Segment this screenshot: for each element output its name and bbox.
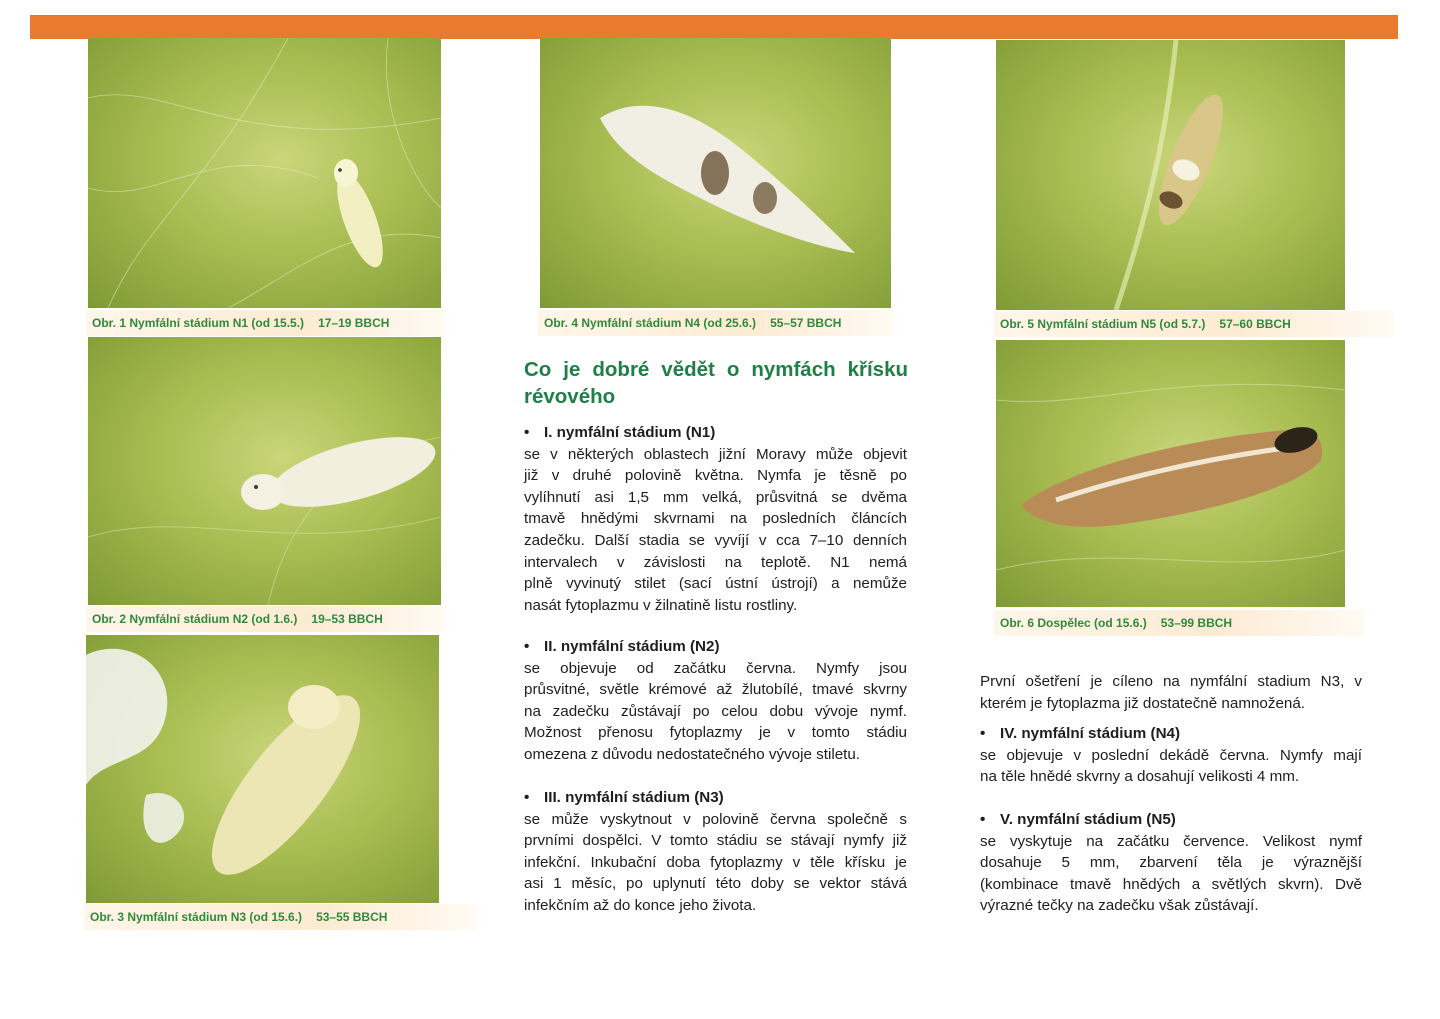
nymph-n1-illustration <box>88 38 441 308</box>
caption-photo-5: Obr. 5 Nymfální stádium N5 (od 5.7.) 57–60 BBCH <box>994 311 1394 337</box>
section-n2-body: se objevuje od začátku června. Nymfy jsou průsvitné, světle krémové až žlutobílé, tmavé skvrny na zadečku zůstávají po celou dobu vývoje nymf. Možnost přenosu fytoplazmy je v tomto stádiu omezena z důvodu nedostatečného vývoje stiletu. <box>524 659 907 763</box>
section-n4 <box>980 723 1362 788</box>
first-treatment-body: První ošetření je cíleno na nymfální stadium N3, v kterém je fytoplazma již dostatečně namnožená. <box>980 673 1362 712</box>
nymph-n2-illustration <box>88 337 441 605</box>
caption-photo-6: Obr. 6 Dospělec (od 15.6.) 53–99 BBCH <box>994 610 1364 636</box>
first-treatment-note <box>980 671 1362 714</box>
photo-adult <box>996 340 1345 607</box>
nymph-n3-illustration <box>86 635 439 903</box>
caption-photo-3: Obr. 3 Nymfální stádium N3 (od 15.6.) 53–55 BBCH <box>84 904 476 930</box>
photo-nymph-n2 <box>88 337 441 605</box>
section-n4-title: • IV. nymfální stádium (N4) <box>980 725 1181 742</box>
article-heading: Co je dobré vědět o nymfách křísku révového <box>524 358 908 408</box>
section-n3-title: • III. nymfální stádium (N3) <box>524 789 724 806</box>
photo-nymph-n3 <box>86 635 439 903</box>
section-n1-body: se v některých oblastech jižní Moravy může objevit již v druhé polovině května. Nymfa je těsně po vylíhnutí asi 1,5 mm velká, průsvitná se dvěma tmavě hnědými skvrnami na posledních článcích zadečku. Další stadia se vyvíjí v cca 7–10 denních intervalech v závislosti na teplotě. N1 nemá plně vyvinutý stilet (sací ústní ústrojí) a nemůže nasát fytoplazmu v žilnatině listu rostliny. <box>524 445 907 614</box>
section-n2-title: • II. nymfální stádium (N2) <box>524 638 720 655</box>
section-n5 <box>980 809 1362 917</box>
caption-photo-4: Obr. 4 Nymfální stádium N4 (od 25.6.) 55–57 BBCH <box>538 310 894 336</box>
section-n1 <box>524 422 907 616</box>
section-n5-body: se vyskytuje na začátku července. Velikost nymf dosahuje 5 mm, zbarvení těla je výraznější (kombinace tmavě hnědých a světlých skvrn). Dvě výrazné tečky na zadečku však zůstávají. <box>980 832 1362 915</box>
photo-nymph-n4 <box>540 38 891 308</box>
photo-nymph-n1 <box>88 38 441 308</box>
section-n3 <box>524 787 907 917</box>
nymph-n5-illustration <box>996 40 1345 310</box>
top-accent-bar <box>30 15 1398 39</box>
section-n4-body: se objevuje v poslední dekádě června. Nymfy mají na těle hnědé skvrny a dosahují velikosti 4 mm. <box>980 746 1362 786</box>
photo-nymph-n5 <box>996 40 1345 310</box>
section-n1-title: • I. nymfální stádium (N1) <box>524 424 716 441</box>
section-n5-title: • V. nymfální stádium (N5) <box>980 811 1176 828</box>
section-n2 <box>524 636 907 766</box>
caption-photo-2: Obr. 2 Nymfální stádium N2 (od 1.6.) 19–53 BBCH <box>86 606 446 632</box>
caption-photo-1: Obr. 1 Nymfální stádium N1 (od 15.5.) 17–19 BBCH <box>86 310 446 336</box>
adult-leafhopper-illustration <box>996 340 1345 607</box>
nymph-n4-illustration <box>540 38 891 308</box>
section-n3-body: se může vyskytnout v polovině června společně s prvními dospělci. V tomto stádiu se stávají nymfy již infekční. Inkubační doba fytoplazmy v těle křísku je asi 1 měsíc, po uplynutí této doby se vektor stává infekčním až do konce jeho života. <box>524 810 907 914</box>
